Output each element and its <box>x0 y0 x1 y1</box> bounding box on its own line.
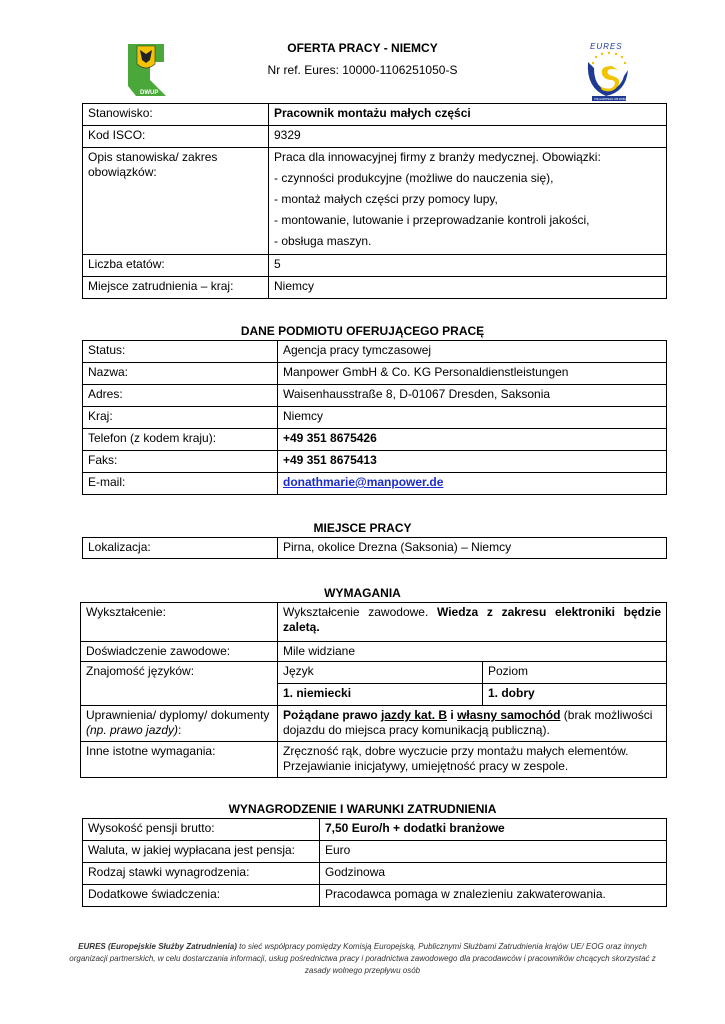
license-label <box>81 706 278 742</box>
eures-logo-text: EURES <box>590 42 623 51</box>
currency-value: Euro <box>320 841 667 863</box>
workplace-table <box>82 537 667 559</box>
other-label: Inne istotne wymagania: <box>81 742 278 778</box>
count-value: 5 <box>269 255 667 277</box>
license-label-end: : <box>178 723 182 737</box>
table-row <box>83 255 667 277</box>
table-row <box>83 538 667 559</box>
table-row <box>83 863 667 885</box>
license-value <box>278 706 667 742</box>
level-value: 1. dobry <box>483 684 667 706</box>
benefits-label: Dodatkowe świadczenia: <box>83 885 320 907</box>
country-value: Niemcy <box>278 407 667 429</box>
education-highlight: Wiedza z zakresu elektroniki będzie zaletą. <box>283 605 661 634</box>
table-row <box>83 429 667 451</box>
other-value: Zręczność rąk, dobre wyczucie przy montażu małych elementów. Przejawianie inicjatywy, umiejętność pracy w zespole. <box>278 742 667 778</box>
position-label: Stanowisko: <box>83 104 269 126</box>
currency-label: Waluta, w jakiej wypłacana jest pensja: <box>83 841 320 863</box>
level-header: Poziom <box>483 662 667 684</box>
eures-logo-caption: THE EUROPEAN JOB MOBILITY PORTAL <box>594 98 640 101</box>
requirements-section-title: WYMAGANIA <box>324 586 401 600</box>
table-row <box>81 642 667 662</box>
language-header: Język <box>278 662 483 684</box>
language-value: 1. niemiecki <box>278 684 483 706</box>
license-text-5: (brak możliwości dojazdu do miejsca pracy komunikacją publiczną). <box>283 708 653 737</box>
table-row <box>81 662 667 684</box>
license-text-3: i <box>447 708 458 722</box>
status-label: Status: <box>83 341 278 363</box>
workplace-section-title: MIEJSCE PRACY <box>313 521 412 535</box>
email-cell <box>278 473 667 495</box>
description-line: Praca dla innowacyjnej firmy z branży medycznej. Obowiązki: <box>274 150 601 164</box>
count-label: Liczba etatów: <box>83 255 269 277</box>
address-label: Adres: <box>83 385 278 407</box>
table-row <box>83 126 667 148</box>
table-row <box>81 706 667 742</box>
description-line: - montaż małych części przy pomocy lupy, <box>274 192 498 206</box>
phone-value: +49 351 8675426 <box>278 429 667 451</box>
salary-table <box>82 818 667 907</box>
salary-value: 7,50 Euro/h + dodatki branżowe <box>320 819 667 841</box>
license-label-text: Uprawnienia/ dyplomy/ dokumenty <box>86 708 270 722</box>
salary-section-title: WYNAGRODZENIE I WARUNKI ZATRUDNIENIA <box>228 802 497 816</box>
dwup-logo-text: DWUP <box>140 90 159 96</box>
place-label: Miejsce zatrudnienia – kraj: <box>83 277 269 299</box>
employer-table <box>82 340 667 495</box>
table-row <box>83 819 667 841</box>
job-table <box>82 103 667 299</box>
table-row <box>83 104 667 126</box>
table-row <box>83 473 667 495</box>
benefits-value: Pracodawca pomaga w znalezieniu zakwaterowania. <box>320 885 667 907</box>
experience-label: Doświadczenie zawodowe: <box>81 642 278 662</box>
location-value: Pirna, okolice Drezna (Saksonia) – Niemcy <box>278 538 667 559</box>
description-line: - montowanie, lutowanie i przeprowadzanie kontroli jakości, <box>274 213 590 227</box>
reference-number: Nr ref. Eures: 10000-1106251050-S <box>267 63 458 77</box>
name-value: Manpower GmbH & Co. KG Personaldienstleistungen <box>278 363 667 385</box>
description-line: - czynności produkcyjne (możliwe do nauczenia się), <box>274 171 554 185</box>
email-link[interactable]: donathmarie@manpower.de <box>283 475 444 489</box>
requirements-table <box>80 602 667 778</box>
rate-type-label: Rodzaj stawki wynagrodzenia: <box>83 863 320 885</box>
description-line: - obsługa maszyn. <box>274 234 372 248</box>
experience-value: Mile widziane <box>278 642 667 662</box>
table-row <box>81 603 667 642</box>
footer-bold: EURES (Europejskie Służby Zatrudnienia) <box>78 942 237 951</box>
license-text-4: własny samochód <box>457 708 561 722</box>
table-row <box>83 148 667 255</box>
name-label: Nazwa: <box>83 363 278 385</box>
education-value <box>278 603 667 642</box>
table-row <box>83 841 667 863</box>
isco-label: Kod ISCO: <box>83 126 269 148</box>
position-value: Pracownik montażu małych części <box>269 104 667 126</box>
languages-label: Znajomość języków: <box>81 662 278 706</box>
email-label: E-mail: <box>83 473 278 495</box>
license-text-1: Pożądane prawo <box>283 708 382 722</box>
table-row <box>81 742 667 778</box>
table-row <box>83 407 667 429</box>
fax-label: Faks: <box>83 451 278 473</box>
description-label: Opis stanowiska/ zakres obowiązków: <box>83 148 269 255</box>
description-value <box>269 148 667 255</box>
country-label: Kraj: <box>83 407 278 429</box>
page-title: OFERTA PRACY - NIEMCY <box>287 41 438 55</box>
license-label-example: (np. prawo jazdy) <box>86 723 179 737</box>
table-row <box>83 885 667 907</box>
footer-text: to sieć współpracy pomiędzy Komisją Europejską, Publicznymi Służbami Zatrudnienia krajów UE/ EOG oraz innych organizacji partnerskich, w celu dostarczania informacji, usług pośrednictwa pracy i poradnictwa zawodowego dla pracodawców i pracowników chcących skorzystać z zasady wolnego przepływu osób <box>69 942 656 975</box>
location-label: Lokalizacja: <box>83 538 278 559</box>
table-row <box>83 363 667 385</box>
fax-value: +49 351 8675413 <box>278 451 667 473</box>
license-text-2: jazdy kat. B <box>381 708 448 722</box>
employer-section-title: DANE PODMIOTU OFERUJĄCEGO PRACĘ <box>240 324 485 338</box>
rate-type-value: Godzinowa <box>320 863 667 885</box>
footer-note <box>60 941 665 977</box>
table-row <box>83 341 667 363</box>
education-text: Wykształcenie zawodowe. <box>283 605 437 619</box>
table-row <box>83 277 667 299</box>
table-row <box>83 451 667 473</box>
education-label: Wykształcenie: <box>81 603 278 642</box>
place-value: Niemcy <box>269 277 667 299</box>
table-row <box>83 385 667 407</box>
isco-value: 9329 <box>269 126 667 148</box>
address-value: Waisenhausstraße 8, D-01067 Dresden, Saksonia <box>278 385 667 407</box>
phone-label: Telefon (z kodem kraju): <box>83 429 278 451</box>
status-value: Agencja pracy tymczasowej <box>278 341 667 363</box>
salary-label: Wysokość pensji brutto: <box>83 819 320 841</box>
